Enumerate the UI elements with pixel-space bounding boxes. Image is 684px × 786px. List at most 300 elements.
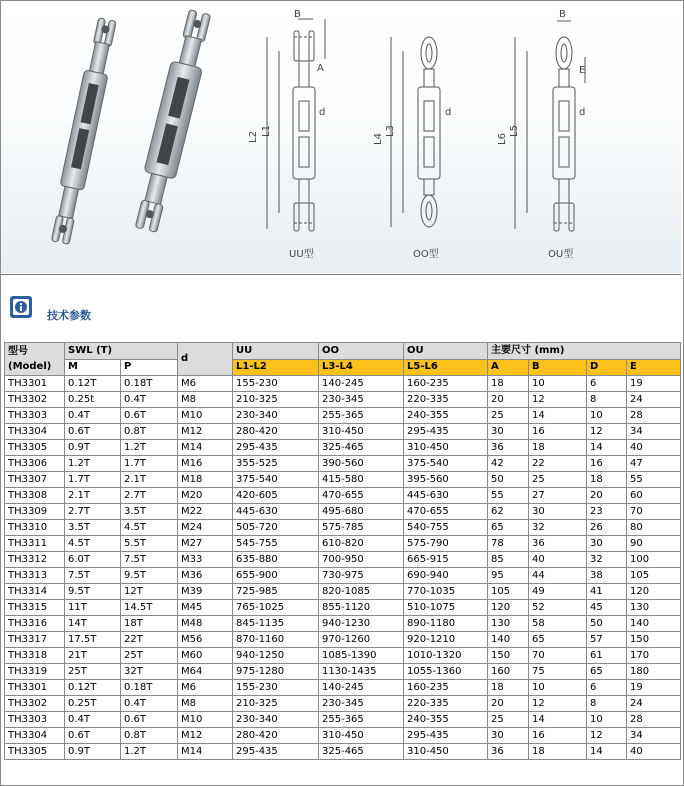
oo-caption: OO型 xyxy=(413,249,439,260)
cell-swl-m: 0.25T xyxy=(65,696,121,712)
cell-model: TH3303 xyxy=(5,712,65,728)
cell-oo-range: 310-450 xyxy=(319,728,404,744)
cell-dim-d: 20 xyxy=(587,488,627,504)
cell-swl-m: 6.0T xyxy=(65,552,121,568)
cell-thread-d: M33 xyxy=(178,552,233,568)
cell-oo-range: 495-680 xyxy=(319,504,404,520)
cell-oo-range: 1085-1390 xyxy=(319,648,404,664)
cell-model: TH3310 xyxy=(5,520,65,536)
uu-diagram xyxy=(267,19,325,231)
table-row xyxy=(5,664,681,680)
cell-ou-range: 220-335 xyxy=(404,392,488,408)
cell-swl-p: 1.2T xyxy=(121,440,178,456)
cell-oo-range: 1130-1435 xyxy=(319,664,404,680)
cell-thread-d: M14 xyxy=(178,440,233,456)
cell-dim-d: 61 xyxy=(587,648,627,664)
cell-dim-e: 180 xyxy=(627,664,681,680)
cell-thread-d: M60 xyxy=(178,648,233,664)
cell-dim-a: 85 xyxy=(488,552,529,568)
cell-dim-d: 23 xyxy=(587,504,627,520)
cell-oo-range: 940-1230 xyxy=(319,616,404,632)
cell-thread-d: M64 xyxy=(178,664,233,680)
cell-dim-a: 30 xyxy=(488,728,529,744)
cell-dim-a: 20 xyxy=(488,392,529,408)
cell-dim-e: 24 xyxy=(627,392,681,408)
cell-swl-m: 0.9T xyxy=(65,440,121,456)
cell-model: TH3304 xyxy=(5,424,65,440)
cell-dim-e: 100 xyxy=(627,552,681,568)
cell-dim-d: 12 xyxy=(587,424,627,440)
cell-dim-b: 27 xyxy=(529,488,587,504)
cell-oo-range: 820-1085 xyxy=(319,584,404,600)
cell-thread-d: M6 xyxy=(178,680,233,696)
cell-dim-d: 41 xyxy=(587,584,627,600)
cell-dim-b: 12 xyxy=(529,696,587,712)
cell-dim-e: 47 xyxy=(627,456,681,472)
cell-ou-range: 240-355 xyxy=(404,408,488,424)
cell-ou-range: 295-435 xyxy=(404,424,488,440)
table-row xyxy=(5,632,681,648)
cell-dim-a: 78 xyxy=(488,536,529,552)
cell-ou-range: 1010-1320 xyxy=(404,648,488,664)
table-row xyxy=(5,696,681,712)
cell-model: TH3318 xyxy=(5,648,65,664)
table-row xyxy=(5,712,681,728)
cell-swl-p: 14.5T xyxy=(121,600,178,616)
cell-oo-range: 730-975 xyxy=(319,568,404,584)
ou-caption: OU型 xyxy=(548,249,574,260)
table-row xyxy=(5,472,681,488)
cell-model: TH3315 xyxy=(5,600,65,616)
cell-uu-range: 420-605 xyxy=(233,488,319,504)
cell-oo-range: 310-450 xyxy=(319,424,404,440)
cell-swl-p: 2.1T xyxy=(121,472,178,488)
cell-swl-p: 1.7T xyxy=(121,456,178,472)
cell-swl-p: 12T xyxy=(121,584,178,600)
cell-ou-range: 1055-1360 xyxy=(404,664,488,680)
cell-dim-e: 140 xyxy=(627,616,681,632)
section-header xyxy=(1,291,681,331)
cell-dim-d: 6 xyxy=(587,376,627,392)
cell-dim-d: 14 xyxy=(587,440,627,456)
cell-uu-range: 845-1135 xyxy=(233,616,319,632)
cell-model: TH3303 xyxy=(5,408,65,424)
cell-ou-range: 690-940 xyxy=(404,568,488,584)
table-row xyxy=(5,488,681,504)
cell-dim-b: 32 xyxy=(529,520,587,536)
cell-swl-m: 2.1T xyxy=(65,488,121,504)
cell-dim-b: 10 xyxy=(529,376,587,392)
cell-dim-e: 55 xyxy=(627,472,681,488)
turnbuckle-photo-1 xyxy=(48,17,119,245)
cell-model: TH3304 xyxy=(5,728,65,744)
cell-dim-a: 20 xyxy=(488,696,529,712)
cell-model: TH3307 xyxy=(5,472,65,488)
cell-model: TH3309 xyxy=(5,504,65,520)
header-main-dims: 主要尺寸 (mm) xyxy=(488,343,681,360)
cell-oo-range: 575-785 xyxy=(319,520,404,536)
cell-thread-d: M8 xyxy=(178,696,233,712)
cell-swl-p: 0.4T xyxy=(121,696,178,712)
ou-diagram xyxy=(515,21,585,231)
cell-ou-range: 470-655 xyxy=(404,504,488,520)
cell-oo-range: 610-820 xyxy=(319,536,404,552)
cell-dim-d: 30 xyxy=(587,536,627,552)
cell-uu-range: 765-1025 xyxy=(233,600,319,616)
cell-dim-d: 10 xyxy=(587,408,627,424)
cell-thread-d: M48 xyxy=(178,616,233,632)
cell-swl-p: 0.8T xyxy=(121,728,178,744)
cell-swl-m: 0.4T xyxy=(65,408,121,424)
cell-oo-range: 140-245 xyxy=(319,680,404,696)
table-row xyxy=(5,392,681,408)
cell-model: TH3301 xyxy=(5,680,65,696)
cell-dim-b: 16 xyxy=(529,424,587,440)
cell-oo-range: 700-950 xyxy=(319,552,404,568)
cell-dim-a: 18 xyxy=(488,376,529,392)
header-p: P xyxy=(121,359,178,376)
cell-ou-range: 295-435 xyxy=(404,728,488,744)
oo-dim-l4: L4 xyxy=(373,133,384,145)
cell-oo-range: 255-365 xyxy=(319,712,404,728)
cell-dim-a: 30 xyxy=(488,424,529,440)
header-e: E xyxy=(627,359,681,376)
table-row xyxy=(5,504,681,520)
cell-model: TH3314 xyxy=(5,584,65,600)
cell-uu-range: 355-525 xyxy=(233,456,319,472)
cell-swl-p: 3.5T xyxy=(121,504,178,520)
cell-thread-d: M6 xyxy=(178,376,233,392)
cell-dim-a: 36 xyxy=(488,744,529,760)
cell-ou-range: 310-450 xyxy=(404,744,488,760)
header-l1l2: L1-L2 xyxy=(233,359,319,376)
cell-uu-range: 940-1250 xyxy=(233,648,319,664)
cell-dim-d: 16 xyxy=(587,456,627,472)
cell-uu-range: 375-540 xyxy=(233,472,319,488)
cell-swl-m: 0.6T xyxy=(65,728,121,744)
cell-thread-d: M10 xyxy=(178,408,233,424)
cell-ou-range: 220-335 xyxy=(404,696,488,712)
cell-model: TH3305 xyxy=(5,440,65,456)
cell-oo-range: 255-365 xyxy=(319,408,404,424)
table-row xyxy=(5,408,681,424)
cell-swl-p: 0.18T xyxy=(121,376,178,392)
section-divider xyxy=(1,274,681,275)
cell-uu-range: 635-880 xyxy=(233,552,319,568)
cell-ou-range: 540-755 xyxy=(404,520,488,536)
cell-model: TH3308 xyxy=(5,488,65,504)
cell-thread-d: M14 xyxy=(178,744,233,760)
cell-swl-m: 0.25t xyxy=(65,392,121,408)
cell-uu-range: 155-230 xyxy=(233,680,319,696)
cell-dim-d: 14 xyxy=(587,744,627,760)
cell-model: TH3316 xyxy=(5,616,65,632)
cell-dim-b: 58 xyxy=(529,616,587,632)
cell-dim-e: 150 xyxy=(627,632,681,648)
cell-dim-e: 28 xyxy=(627,712,681,728)
cell-dim-d: 18 xyxy=(587,472,627,488)
cell-dim-b: 12 xyxy=(529,392,587,408)
cell-dim-d: 26 xyxy=(587,520,627,536)
cell-swl-m: 1.2T xyxy=(65,456,121,472)
cell-ou-range: 395-560 xyxy=(404,472,488,488)
cell-swl-m: 0.9T xyxy=(65,744,121,760)
oo-dim-d: d xyxy=(445,107,452,118)
table-row xyxy=(5,424,681,440)
cell-oo-range: 470-655 xyxy=(319,488,404,504)
cell-dim-d: 45 xyxy=(587,600,627,616)
cell-ou-range: 160-235 xyxy=(404,680,488,696)
cell-dim-d: 6 xyxy=(587,680,627,696)
cell-swl-m: 25T xyxy=(65,664,121,680)
cell-ou-range: 160-235 xyxy=(404,376,488,392)
cell-uu-range: 280-420 xyxy=(233,424,319,440)
cell-ou-range: 890-1180 xyxy=(404,616,488,632)
cell-dim-a: 95 xyxy=(488,568,529,584)
cell-dim-d: 50 xyxy=(587,616,627,632)
cell-dim-b: 36 xyxy=(529,536,587,552)
cell-dim-e: 24 xyxy=(627,696,681,712)
cell-dim-e: 28 xyxy=(627,408,681,424)
table-row xyxy=(5,552,681,568)
cell-dim-b: 44 xyxy=(529,568,587,584)
cell-dim-e: 105 xyxy=(627,568,681,584)
cell-dim-b: 16 xyxy=(529,728,587,744)
oo-diagram xyxy=(391,37,440,227)
header-b: B xyxy=(529,359,587,376)
cell-model: TH3306 xyxy=(5,456,65,472)
cell-dim-b: 22 xyxy=(529,456,587,472)
cell-ou-range: 770-1035 xyxy=(404,584,488,600)
table-row xyxy=(5,728,681,744)
cell-swl-m: 4.5T xyxy=(65,536,121,552)
cell-dim-e: 34 xyxy=(627,424,681,440)
cell-swl-p: 0.6T xyxy=(121,712,178,728)
cell-dim-b: 49 xyxy=(529,584,587,600)
cell-oo-range: 855-1120 xyxy=(319,600,404,616)
table-row xyxy=(5,680,681,696)
cell-dim-d: 38 xyxy=(587,568,627,584)
cell-uu-range: 280-420 xyxy=(233,728,319,744)
cell-model: TH3302 xyxy=(5,392,65,408)
cell-dim-e: 40 xyxy=(627,440,681,456)
cell-swl-m: 17.5T xyxy=(65,632,121,648)
cell-dim-b: 65 xyxy=(529,632,587,648)
cell-dim-a: 55 xyxy=(488,488,529,504)
spec-table-body xyxy=(5,376,681,760)
cell-dim-d: 32 xyxy=(587,552,627,568)
cell-swl-m: 0.12T xyxy=(65,376,121,392)
cell-ou-range: 510-1075 xyxy=(404,600,488,616)
product-illustration xyxy=(1,1,681,273)
cell-dim-a: 140 xyxy=(488,632,529,648)
header-l3l4: L3-L4 xyxy=(319,359,404,376)
cell-oo-range: 230-345 xyxy=(319,392,404,408)
cell-ou-range: 375-540 xyxy=(404,456,488,472)
cell-swl-m: 21T xyxy=(65,648,121,664)
cell-thread-d: M56 xyxy=(178,632,233,648)
cell-swl-m: 3.5T xyxy=(65,520,121,536)
table-row xyxy=(5,520,681,536)
cell-thread-d: M27 xyxy=(178,536,233,552)
cell-uu-range: 230-340 xyxy=(233,712,319,728)
cell-uu-range: 230-340 xyxy=(233,408,319,424)
cell-dim-b: 18 xyxy=(529,744,587,760)
table-row xyxy=(5,440,681,456)
cell-swl-m: 7.5T xyxy=(65,568,121,584)
cell-dim-a: 25 xyxy=(488,408,529,424)
cell-swl-m: 1.7T xyxy=(65,472,121,488)
cell-dim-e: 90 xyxy=(627,536,681,552)
table-row xyxy=(5,616,681,632)
info-book-icon xyxy=(9,295,33,319)
cell-thread-d: M10 xyxy=(178,712,233,728)
cell-oo-range: 325-465 xyxy=(319,744,404,760)
uu-dim-l2: L2 xyxy=(248,131,259,143)
cell-uu-range: 545-755 xyxy=(233,536,319,552)
cell-dim-b: 70 xyxy=(529,648,587,664)
header-ou: OU xyxy=(404,343,488,360)
cell-dim-e: 130 xyxy=(627,600,681,616)
cell-swl-m: 0.4T xyxy=(65,712,121,728)
cell-thread-d: M39 xyxy=(178,584,233,600)
header-d: d xyxy=(178,343,233,376)
cell-swl-p: 2.7T xyxy=(121,488,178,504)
cell-dim-a: 65 xyxy=(488,520,529,536)
cell-dim-d: 10 xyxy=(587,712,627,728)
cell-uu-range: 725-985 xyxy=(233,584,319,600)
cell-dim-a: 42 xyxy=(488,456,529,472)
cell-swl-m: 0.6T xyxy=(65,424,121,440)
uu-dim-a: A xyxy=(317,63,324,74)
cell-thread-d: M36 xyxy=(178,568,233,584)
cell-model: TH3301 xyxy=(5,376,65,392)
uu-caption: UU型 xyxy=(289,249,314,260)
cell-oo-range: 325-465 xyxy=(319,440,404,456)
cell-dim-a: 62 xyxy=(488,504,529,520)
cell-dim-a: 105 xyxy=(488,584,529,600)
cell-oo-range: 970-1260 xyxy=(319,632,404,648)
header-uu: UU xyxy=(233,343,319,360)
cell-swl-m: 2.7T xyxy=(65,504,121,520)
cell-dim-a: 150 xyxy=(488,648,529,664)
cell-thread-d: M45 xyxy=(178,600,233,616)
cell-dim-e: 19 xyxy=(627,680,681,696)
cell-uu-range: 870-1160 xyxy=(233,632,319,648)
cell-dim-d: 57 xyxy=(587,632,627,648)
cell-thread-d: M16 xyxy=(178,456,233,472)
section-title: 技术参数 xyxy=(47,309,91,322)
header-dd: D xyxy=(587,359,627,376)
cell-model: TH3302 xyxy=(5,696,65,712)
table-row xyxy=(5,584,681,600)
cell-ou-range: 240-355 xyxy=(404,712,488,728)
product-image-area xyxy=(1,1,681,273)
cell-dim-a: 36 xyxy=(488,440,529,456)
cell-swl-p: 1.2T xyxy=(121,744,178,760)
cell-dim-e: 40 xyxy=(627,744,681,760)
cell-dim-d: 12 xyxy=(587,728,627,744)
cell-thread-d: M22 xyxy=(178,504,233,520)
cell-dim-e: 80 xyxy=(627,520,681,536)
cell-uu-range: 445-630 xyxy=(233,504,319,520)
cell-uu-range: 295-435 xyxy=(233,744,319,760)
cell-swl-p: 32T xyxy=(121,664,178,680)
cell-model: TH3311 xyxy=(5,536,65,552)
header-oo: OO xyxy=(319,343,404,360)
cell-swl-p: 0.18T xyxy=(121,680,178,696)
cell-thread-d: M18 xyxy=(178,472,233,488)
cell-swl-p: 4.5T xyxy=(121,520,178,536)
header-m: M xyxy=(65,359,121,376)
uu-dim-b: B xyxy=(294,9,301,20)
cell-thread-d: M12 xyxy=(178,728,233,744)
cell-uu-range: 295-435 xyxy=(233,440,319,456)
ou-dim-l5: L5 xyxy=(509,125,520,137)
cell-thread-d: M8 xyxy=(178,392,233,408)
cell-uu-range: 975-1280 xyxy=(233,664,319,680)
ou-dim-d: d xyxy=(579,107,586,118)
cell-dim-b: 40 xyxy=(529,552,587,568)
cell-dim-b: 75 xyxy=(529,664,587,680)
cell-model: TH3319 xyxy=(5,664,65,680)
cell-dim-e: 19 xyxy=(627,376,681,392)
cell-dim-e: 120 xyxy=(627,584,681,600)
cell-dim-a: 120 xyxy=(488,600,529,616)
cell-swl-p: 18T xyxy=(121,616,178,632)
cell-dim-e: 34 xyxy=(627,728,681,744)
cell-ou-range: 575-790 xyxy=(404,536,488,552)
cell-dim-a: 18 xyxy=(488,680,529,696)
uu-dim-d: d xyxy=(319,107,326,118)
cell-model: TH3305 xyxy=(5,744,65,760)
cell-swl-m: 14T xyxy=(65,616,121,632)
cell-uu-range: 210-325 xyxy=(233,392,319,408)
cell-swl-m: 11T xyxy=(65,600,121,616)
cell-dim-b: 14 xyxy=(529,712,587,728)
cell-dim-b: 14 xyxy=(529,408,587,424)
cell-oo-range: 415-580 xyxy=(319,472,404,488)
cell-dim-b: 30 xyxy=(529,504,587,520)
table-row xyxy=(5,744,681,760)
cell-dim-d: 8 xyxy=(587,392,627,408)
uu-dim-l1: L1 xyxy=(261,125,272,137)
cell-dim-b: 10 xyxy=(529,680,587,696)
cell-dim-b: 52 xyxy=(529,600,587,616)
cell-dim-a: 25 xyxy=(488,712,529,728)
cell-dim-b: 18 xyxy=(529,440,587,456)
cell-dim-a: 160 xyxy=(488,664,529,680)
table-row xyxy=(5,376,681,392)
cell-ou-range: 920-1210 xyxy=(404,632,488,648)
cell-swl-p: 25T xyxy=(121,648,178,664)
cell-uu-range: 155-230 xyxy=(233,376,319,392)
cell-dim-d: 8 xyxy=(587,696,627,712)
header-swl: SWL (T) xyxy=(65,343,178,360)
table-row xyxy=(5,536,681,552)
cell-dim-e: 70 xyxy=(627,504,681,520)
cell-model: TH3312 xyxy=(5,552,65,568)
cell-swl-p: 9.5T xyxy=(121,568,178,584)
cell-ou-range: 445-630 xyxy=(404,488,488,504)
cell-model: TH3317 xyxy=(5,632,65,648)
cell-ou-range: 310-450 xyxy=(404,440,488,456)
table-row xyxy=(5,568,681,584)
table-row xyxy=(5,600,681,616)
oo-dim-l3: L3 xyxy=(385,125,396,137)
cell-oo-range: 390-560 xyxy=(319,456,404,472)
cell-swl-m: 0.12T xyxy=(65,680,121,696)
